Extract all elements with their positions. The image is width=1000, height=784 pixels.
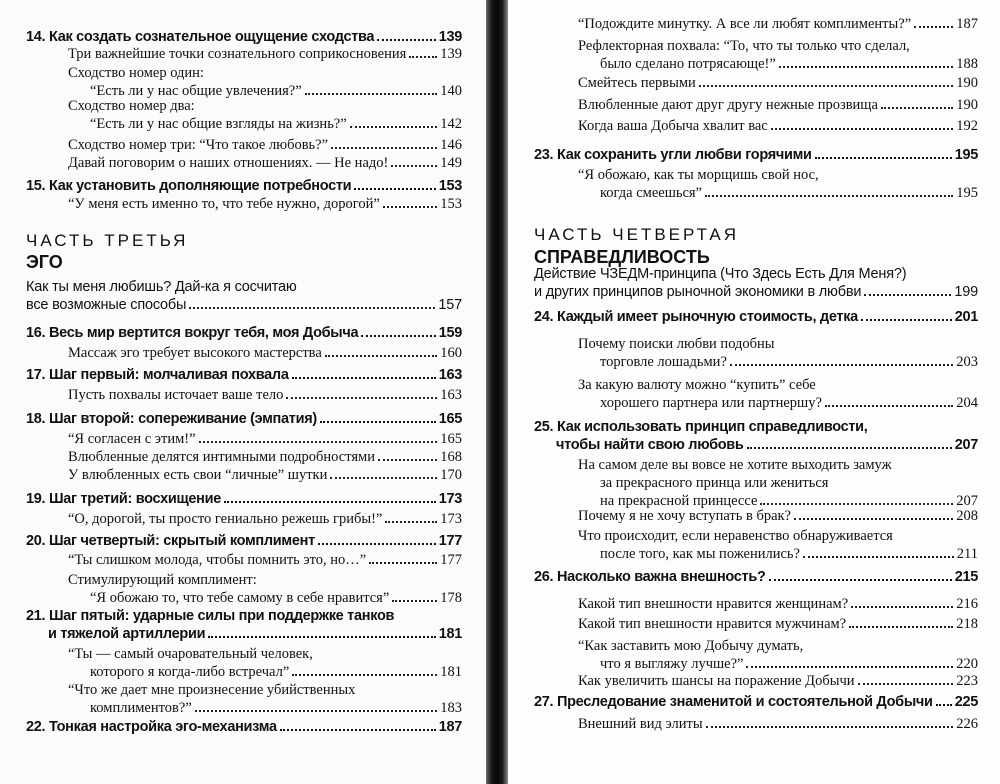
- entry-title-line: за прекрасного принца или жениться: [600, 475, 829, 491]
- page-number: 149: [440, 155, 462, 171]
- page-number: 170: [440, 467, 462, 483]
- entry-title-line: Три важнейшие точки сознательного соприкосновения: [68, 46, 407, 62]
- section-entry: [578, 15, 978, 33]
- dot-leader: [199, 441, 438, 443]
- chapter-entry: [26, 177, 462, 195]
- chapter-entry: [26, 607, 462, 643]
- page-number: 195: [954, 147, 978, 163]
- entry-title-line: Как ты меня любишь? Дай-ка я сосчитаю: [26, 279, 297, 295]
- page-number: 211: [956, 546, 978, 562]
- chapter-entry: [534, 693, 978, 711]
- section-entry: [578, 37, 978, 73]
- entry-title-line: 22. Тонкая настройка эго-механизма: [26, 719, 277, 735]
- entry-title-line: “Подождите минутку. А все ли любят комплименты?”: [578, 16, 912, 32]
- dot-leader: [747, 447, 952, 449]
- section-entry: [68, 645, 462, 681]
- part-intro-entry: [534, 265, 978, 301]
- entry-title-line: 26. Насколько важна внешность?: [534, 569, 766, 585]
- entry-title-line: которого я когда-либо встречал”: [90, 664, 290, 680]
- dot-leader: [320, 421, 436, 423]
- section-entry: [578, 74, 978, 92]
- dot-leader: [280, 729, 436, 731]
- dot-leader: [354, 188, 435, 190]
- entry-title-line: 24. Каждый имеет рыночную стоимость, детка: [534, 309, 858, 325]
- entry-title-line: Какой тип внешности нравится мужчинам?: [578, 616, 847, 632]
- entry-title-line: Влюбленные делятся интимными подробностями: [68, 449, 375, 465]
- dot-leader: [705, 195, 953, 197]
- dot-leader: [385, 521, 437, 523]
- page-number: 220: [956, 656, 978, 672]
- section-entry: [578, 637, 978, 673]
- dot-leader: [330, 477, 437, 479]
- entry-title-line: “О, дорогой, ты просто гениально режешь грибы!”: [68, 511, 383, 527]
- dot-leader: [858, 683, 954, 685]
- section-entry: [578, 456, 978, 510]
- entry-title-line: “Я согласен с этим!”: [68, 431, 196, 447]
- page-number: 139: [440, 46, 462, 62]
- page-number: 165: [438, 411, 462, 427]
- dot-leader: [936, 704, 952, 706]
- left-page: [0, 0, 486, 784]
- dot-leader: [189, 307, 435, 309]
- entry-title-line: “Есть ли у нас общие взгляды на жизнь?”: [90, 116, 347, 132]
- page-number: 201: [954, 309, 978, 325]
- dot-leader: [769, 579, 952, 581]
- section-entry: [68, 430, 462, 448]
- page-number: 139: [438, 29, 462, 45]
- dot-leader: [383, 206, 437, 208]
- entry-title-line: 27. Преследование знаменитой и состоятельной Добычи: [534, 694, 933, 710]
- chapter-entry: [26, 718, 462, 736]
- page-number: 204: [956, 395, 978, 411]
- dot-leader: [849, 626, 953, 628]
- part-label: ЧАСТЬ ТРЕТЬЯ: [26, 231, 189, 250]
- page-number: 160: [440, 345, 462, 361]
- dot-leader: [881, 107, 953, 109]
- part-label: ЧАСТЬ ЧЕТВЕРТАЯ: [534, 225, 740, 244]
- section-entry: [68, 97, 462, 133]
- dot-leader: [195, 710, 438, 712]
- section-entry: [578, 166, 978, 202]
- entry-title-line: после того, как мы поженились?: [600, 546, 800, 562]
- dot-leader: [815, 157, 952, 159]
- dot-leader: [409, 56, 437, 58]
- page-number: 190: [956, 97, 978, 113]
- entry-title-line: У влюбленных есть свои “личные” шутки: [68, 467, 328, 483]
- right-page: [508, 0, 1000, 784]
- section-entry: [68, 448, 462, 466]
- entry-title-line: Массаж эго требует высокого мастерства: [68, 345, 322, 361]
- entry-title-line: 14. Как создать сознательное ощущение сходства: [26, 29, 375, 45]
- chapter-entry: [26, 532, 462, 550]
- section-entry: [578, 376, 978, 412]
- dot-leader: [286, 397, 437, 399]
- page-number: 177: [440, 552, 462, 568]
- dot-leader: [864, 294, 951, 296]
- dot-leader: [361, 335, 435, 337]
- section-entry: [68, 154, 462, 172]
- entry-title-line: Какой тип внешности нравится женщинам?: [578, 596, 849, 612]
- entry-title-line: хорошего партнера или партнершу?: [600, 395, 822, 411]
- page-number: 218: [956, 616, 978, 632]
- section-entry: [68, 136, 462, 154]
- entry-title-line: Сходство номер один:: [68, 65, 204, 81]
- entry-title-line: Почему поиски любви подобны: [578, 336, 775, 352]
- dot-leader: [760, 503, 953, 505]
- entry-title-line: Почему я не хочу вступать в брак?: [578, 508, 791, 524]
- section-entry: [578, 715, 978, 733]
- page-number: 207: [954, 437, 978, 453]
- page-number: 195: [956, 185, 978, 201]
- entry-title-line: Пусть похвалы источает ваше тело: [68, 387, 284, 403]
- page-number: 177: [438, 533, 462, 549]
- dot-leader: [292, 674, 437, 676]
- page-number: 223: [956, 673, 978, 689]
- entry-title-line: “Что же дает мне произнесение убийственных: [68, 682, 356, 698]
- entry-title-line: 19. Шаг третий: восхищение: [26, 491, 221, 507]
- entry-title-line: чтобы найти свою любовь: [556, 437, 744, 453]
- chapter-entry: [534, 418, 978, 454]
- chapter-entry: [26, 366, 462, 384]
- entry-title-line: “Ты слишком молода, чтобы помнить это, но…”: [68, 552, 367, 568]
- section-entry: [68, 195, 462, 213]
- section-entry: [68, 510, 462, 528]
- dot-leader: [292, 377, 436, 379]
- dot-leader: [706, 726, 954, 728]
- page-number: 173: [438, 491, 462, 507]
- section-entry: [578, 595, 978, 613]
- dot-leader: [730, 364, 953, 366]
- dot-leader: [699, 85, 953, 87]
- dot-leader: [325, 355, 438, 357]
- page-number: 187: [956, 16, 978, 32]
- entry-title-line: когда смеешься”: [600, 185, 703, 201]
- chapter-entry: [534, 146, 978, 164]
- chapter-entry: [534, 308, 978, 326]
- entry-title-line: было сделано потрясающе!”: [600, 56, 776, 72]
- dot-leader: [803, 556, 954, 558]
- entry-title-line: Что происходит, если неравенство обнаруживается: [578, 528, 893, 544]
- chapter-entry: [26, 324, 462, 342]
- entry-title-line: Внешний вид элиты: [578, 716, 703, 732]
- dot-leader: [851, 606, 953, 608]
- entry-title-line: и других принципов рыночной экономики в любви: [534, 284, 862, 300]
- entry-title-line: “Я обожаю, как ты морщишь свой нос,: [578, 167, 819, 183]
- dot-leader: [224, 501, 436, 503]
- page-number: 142: [440, 116, 462, 132]
- chapter-entry: [26, 490, 462, 508]
- page-number: 183: [440, 700, 462, 716]
- entry-title-line: “У меня есть именно то, что тебе нужно, дорогой”: [68, 196, 380, 212]
- dot-leader: [391, 165, 437, 167]
- page-number: 140: [440, 83, 462, 99]
- entry-title-line: Рефлекторная похвала: “То, что ты только что сделал,: [578, 38, 910, 54]
- entry-title-line: Смейтесь первыми: [578, 75, 696, 91]
- entry-title-line: что я выгляжу лучше?”: [600, 656, 744, 672]
- entry-title-line: Как увеличить шансы на поражение Добычи: [578, 673, 855, 689]
- entry-title-line: торговле лошадьми?: [600, 354, 727, 370]
- page-number: 187: [438, 719, 462, 735]
- entry-title-line: 18. Шаг второй: сопереживание (эмпатия): [26, 411, 317, 427]
- section-entry: [68, 386, 462, 404]
- page-number: 153: [438, 178, 462, 194]
- chapter-entry: [26, 410, 462, 428]
- section-entry: [68, 466, 462, 484]
- section-entry: [578, 615, 978, 633]
- entry-title-line: “Я обожаю то, что тебе самому в себе нравится”: [90, 590, 390, 606]
- chapter-entry: [26, 28, 462, 46]
- page-number: 181: [440, 664, 462, 680]
- section-entry: [578, 117, 978, 135]
- page-number: 146: [440, 137, 462, 153]
- part-title: СПРАВЕДЛИВОСТЬ: [534, 247, 710, 267]
- entry-title-line: Действие ЧЗЕДМ-принципа (Что Здесь Есть Для Меня?): [534, 266, 907, 282]
- section-entry: [578, 527, 978, 563]
- page-number: 225: [954, 694, 978, 710]
- section-entry: [68, 571, 462, 607]
- book-spine: [486, 0, 508, 784]
- page-number: 203: [956, 354, 978, 370]
- page-number: 165: [440, 431, 462, 447]
- entry-title-line: Сходство номер два:: [68, 98, 195, 114]
- entry-title-line: “Ты — самый очаровательный человек,: [68, 646, 313, 662]
- entry-title-line: Сходство номер три: “Что такое любовь?”: [68, 137, 329, 153]
- page-number: 157: [438, 297, 462, 313]
- entry-title-line: Стимулирующий комплимент:: [68, 572, 257, 588]
- page-number: 190: [956, 75, 978, 91]
- entry-title-line: 17. Шаг первый: молчаливая похвала: [26, 367, 289, 383]
- page-number: 215: [954, 569, 978, 585]
- page-number: 178: [440, 590, 462, 606]
- section-entry: [68, 681, 462, 717]
- dot-leader: [914, 26, 953, 28]
- page-number: 181: [438, 626, 462, 642]
- entry-title-line: комплиментов?”: [90, 700, 192, 716]
- page-number: 199: [954, 284, 978, 300]
- dot-leader: [318, 543, 436, 545]
- dot-leader: [331, 147, 437, 149]
- entry-title-line: Когда ваша Добыча хвалит вас: [578, 118, 768, 134]
- page-number: 173: [440, 511, 462, 527]
- dot-leader: [305, 93, 438, 95]
- entry-title-line: и тяжелой артиллерии: [48, 626, 206, 642]
- entry-title-line: “Есть ли у нас общие увлечения?”: [90, 83, 302, 99]
- entry-title-line: “Как заставить мою Добычу думать,: [578, 638, 804, 654]
- dot-leader: [794, 518, 953, 520]
- entry-title-line: 21. Шаг пятый: ударные силы при поддержке танков: [26, 608, 395, 624]
- dot-leader: [350, 126, 438, 128]
- dot-leader: [825, 405, 953, 407]
- entry-title-line: 16. Весь мир вертится вокруг тебя, моя Добыча: [26, 325, 359, 341]
- section-entry: [68, 551, 462, 569]
- page-number: 153: [440, 196, 462, 212]
- dot-leader: [861, 319, 952, 321]
- entry-title-line: На самом деле вы вовсе не хотите выходить замуж: [578, 457, 892, 473]
- dot-leader: [378, 459, 437, 461]
- dot-leader: [369, 562, 437, 564]
- dot-leader: [392, 600, 437, 602]
- entry-title-line: 20. Шаг четвертый: скрытый комплимент: [26, 533, 315, 549]
- entry-title-line: на прекрасной принцессе: [600, 493, 758, 509]
- page-number: 192: [956, 118, 978, 134]
- section-entry: [68, 45, 462, 63]
- entry-title-line: 23. Как сохранить угли любви горячими: [534, 147, 812, 163]
- page-number: 208: [956, 508, 978, 524]
- entry-title-line: все возможные способы: [26, 297, 187, 313]
- entry-title-line: 25. Как использовать принцип справедливости,: [534, 419, 868, 435]
- dot-leader: [377, 39, 436, 41]
- entry-title-line: 15. Как установить дополняющие потребности: [26, 178, 352, 194]
- page-number: 188: [956, 56, 978, 72]
- dot-leader: [208, 636, 436, 638]
- part-intro-entry: [26, 278, 462, 314]
- dot-leader: [746, 666, 953, 668]
- dot-leader: [779, 66, 953, 68]
- page-number: 163: [440, 387, 462, 403]
- section-entry: [68, 64, 462, 100]
- section-entry: [578, 672, 978, 690]
- page-number: 207: [956, 493, 978, 509]
- page-number: 168: [440, 449, 462, 465]
- dot-leader: [771, 128, 954, 130]
- entry-title-line: За какую валюту можно “купить” себе: [578, 377, 816, 393]
- part-title: ЭГО: [26, 252, 63, 272]
- entry-title-line: Давай поговорим о наших отношениях. — Не надо!: [68, 155, 389, 171]
- page-number: 159: [438, 325, 462, 341]
- section-entry: [578, 335, 978, 371]
- page-number: 226: [956, 716, 978, 732]
- entry-title-line: Влюбленные дают друг другу нежные прозвища: [578, 97, 878, 113]
- section-entry: [578, 96, 978, 114]
- page-number: 163: [438, 367, 462, 383]
- page-number: 216: [956, 596, 978, 612]
- section-entry: [68, 344, 462, 362]
- chapter-entry: [534, 568, 978, 586]
- section-entry: [578, 507, 978, 525]
